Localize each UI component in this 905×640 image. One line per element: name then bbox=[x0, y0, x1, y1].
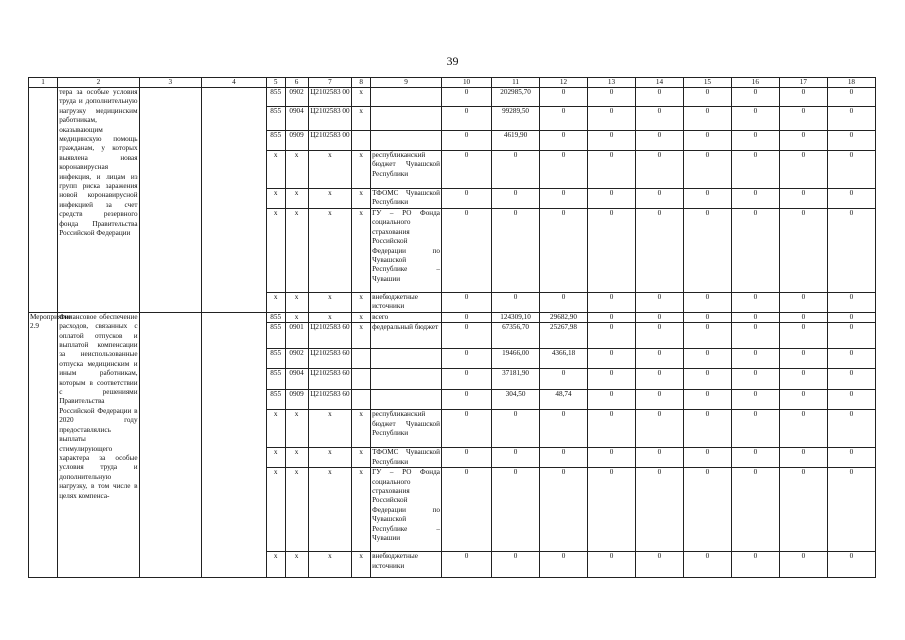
value-cell: 0 bbox=[827, 107, 875, 131]
value-cell: 0 bbox=[731, 293, 779, 313]
value-cell: 0 bbox=[588, 349, 636, 369]
value-cell: 4366,18 bbox=[540, 349, 588, 369]
header-cell: 5 bbox=[266, 78, 285, 88]
value-cell: 0 bbox=[635, 349, 683, 369]
value-cell: 0 bbox=[731, 369, 779, 390]
c6-cell: х bbox=[285, 552, 308, 578]
value-cell: 0 bbox=[827, 312, 875, 322]
value-cell: 0 bbox=[731, 390, 779, 410]
value-cell: 0 bbox=[827, 151, 875, 189]
value-cell: 29682,90 bbox=[540, 312, 588, 322]
col3-cell bbox=[139, 88, 202, 313]
value-cell: 0 bbox=[827, 323, 875, 349]
value-cell: 0 bbox=[731, 312, 779, 322]
value-cell: 0 bbox=[442, 390, 492, 410]
value-cell: 0 bbox=[540, 189, 588, 209]
value-cell: 0 bbox=[588, 88, 636, 107]
value-cell: 0 bbox=[442, 131, 492, 151]
value-cell: 0 bbox=[442, 293, 492, 313]
value-cell: 0 bbox=[635, 131, 683, 151]
value-cell: 0 bbox=[683, 151, 731, 189]
c7-cell: х bbox=[308, 468, 352, 552]
c5-cell: х bbox=[266, 448, 285, 468]
source-cell: ГУ – РО Фонда социального страхования Российской Федерации по Чувашской Республике – Чувашии bbox=[371, 209, 442, 293]
header-cell: 4 bbox=[202, 78, 267, 88]
c6-cell: х bbox=[285, 189, 308, 209]
value-cell: 0 bbox=[683, 312, 731, 322]
value-cell: 0 bbox=[731, 151, 779, 189]
value-cell: 0 bbox=[588, 369, 636, 390]
c6-cell: 0902 bbox=[285, 88, 308, 107]
c6-cell: 0909 bbox=[285, 131, 308, 151]
value-cell: 0 bbox=[442, 88, 492, 107]
c8-cell: х bbox=[352, 293, 371, 313]
value-cell: 25267,98 bbox=[540, 323, 588, 349]
c8-cell: х bbox=[352, 189, 371, 209]
header-row bbox=[29, 78, 876, 88]
value-cell: 0 bbox=[588, 189, 636, 209]
value-cell: 0 bbox=[683, 189, 731, 209]
header-cell: 6 bbox=[285, 78, 308, 88]
value-cell: 0 bbox=[731, 189, 779, 209]
c6-cell: х bbox=[285, 293, 308, 313]
value-cell: 0 bbox=[492, 189, 540, 209]
value-cell: 0 bbox=[492, 151, 540, 189]
table-row bbox=[29, 312, 876, 322]
header-cell: 17 bbox=[779, 78, 827, 88]
source-cell: внебюджетные источники bbox=[371, 293, 442, 313]
col4-cell bbox=[202, 88, 267, 313]
value-cell: 0 bbox=[635, 323, 683, 349]
source-cell bbox=[371, 390, 442, 410]
value-cell: 0 bbox=[588, 468, 636, 552]
value-cell: 0 bbox=[540, 88, 588, 107]
value-cell: 0 bbox=[779, 107, 827, 131]
source-cell bbox=[371, 131, 442, 151]
value-cell: 0 bbox=[588, 448, 636, 468]
c8-cell: х bbox=[352, 468, 371, 552]
value-cell: 0 bbox=[588, 552, 636, 578]
value-cell: 0 bbox=[540, 468, 588, 552]
source-cell: ТФОМС Чувашской Республики bbox=[371, 189, 442, 209]
value-cell: 0 bbox=[779, 151, 827, 189]
source-cell: ГУ – РО Фонда социального страхования Российской Федерации по Чувашской Республике – Чувашии bbox=[371, 468, 442, 552]
value-cell: 0 bbox=[442, 189, 492, 209]
value-cell: 0 bbox=[442, 552, 492, 578]
header-cell: 9 bbox=[371, 78, 442, 88]
value-cell: 0 bbox=[442, 312, 492, 322]
header-cell: 10 bbox=[442, 78, 492, 88]
header-cell: 16 bbox=[731, 78, 779, 88]
value-cell: 37181,90 bbox=[492, 369, 540, 390]
c5-cell: 855 bbox=[266, 349, 285, 369]
source-cell: федеральный бюджет bbox=[371, 323, 442, 349]
c8-cell: х bbox=[352, 88, 371, 107]
c7-cell: Ц2102583 00 bbox=[308, 88, 352, 107]
value-cell: 0 bbox=[683, 323, 731, 349]
value-cell: 0 bbox=[540, 410, 588, 448]
value-cell: 0 bbox=[683, 552, 731, 578]
value-cell: 0 bbox=[442, 369, 492, 390]
status-cell: Мероприятие 2.9 bbox=[29, 312, 58, 577]
value-cell: 0 bbox=[683, 209, 731, 293]
value-cell: 0 bbox=[683, 390, 731, 410]
c5-cell: 855 bbox=[266, 312, 285, 322]
budget-table bbox=[28, 77, 876, 578]
c8-cell bbox=[352, 349, 371, 369]
c8-cell bbox=[352, 390, 371, 410]
header-cell: 11 bbox=[492, 78, 540, 88]
value-cell: 0 bbox=[635, 468, 683, 552]
source-cell: республиканский бюджет Чувашской Республики bbox=[371, 410, 442, 448]
value-cell: 0 bbox=[492, 448, 540, 468]
header-cell: 13 bbox=[588, 78, 636, 88]
c5-cell: х bbox=[266, 552, 285, 578]
source-cell bbox=[371, 349, 442, 369]
value-cell: 0 bbox=[442, 448, 492, 468]
value-cell: 0 bbox=[827, 390, 875, 410]
header-cell: 15 bbox=[683, 78, 731, 88]
value-cell: 67356,70 bbox=[492, 323, 540, 349]
c8-cell: х bbox=[352, 448, 371, 468]
c7-cell: х bbox=[308, 189, 352, 209]
header-cell: 8 bbox=[352, 78, 371, 88]
value-cell: 0 bbox=[588, 312, 636, 322]
value-cell: 0 bbox=[588, 293, 636, 313]
value-cell: 0 bbox=[540, 448, 588, 468]
value-cell: 0 bbox=[683, 369, 731, 390]
c5-cell: 855 bbox=[266, 107, 285, 131]
header-cell: 1 bbox=[29, 78, 58, 88]
value-cell: 0 bbox=[492, 552, 540, 578]
c6-cell: 0904 bbox=[285, 107, 308, 131]
value-cell: 0 bbox=[635, 390, 683, 410]
value-cell: 4619,90 bbox=[492, 131, 540, 151]
value-cell: 0 bbox=[731, 107, 779, 131]
value-cell: 124309,10 bbox=[492, 312, 540, 322]
c5-cell: х bbox=[266, 209, 285, 293]
value-cell: 304,50 bbox=[492, 390, 540, 410]
value-cell: 0 bbox=[442, 151, 492, 189]
value-cell: 0 bbox=[827, 468, 875, 552]
value-cell: 0 bbox=[635, 369, 683, 390]
value-cell: 0 bbox=[635, 107, 683, 131]
value-cell: 0 bbox=[827, 293, 875, 313]
value-cell: 0 bbox=[540, 131, 588, 151]
value-cell: 0 bbox=[540, 293, 588, 313]
c7-cell: х bbox=[308, 312, 352, 322]
value-cell: 0 bbox=[442, 349, 492, 369]
value-cell: 0 bbox=[588, 107, 636, 131]
c6-cell: 0902 bbox=[285, 349, 308, 369]
value-cell: 0 bbox=[442, 107, 492, 131]
value-cell: 0 bbox=[827, 131, 875, 151]
header-cell: 14 bbox=[635, 78, 683, 88]
value-cell: 0 bbox=[588, 151, 636, 189]
c5-cell: 855 bbox=[266, 369, 285, 390]
c8-cell bbox=[352, 131, 371, 151]
value-cell: 0 bbox=[683, 448, 731, 468]
col4-cell bbox=[202, 312, 267, 577]
value-cell: 0 bbox=[827, 552, 875, 578]
value-cell: 0 bbox=[779, 390, 827, 410]
value-cell: 0 bbox=[731, 209, 779, 293]
c5-cell: 855 bbox=[266, 131, 285, 151]
source-cell: республиканский бюджет Чувашской Республики bbox=[371, 151, 442, 189]
c7-cell: х bbox=[308, 552, 352, 578]
value-cell: 0 bbox=[731, 323, 779, 349]
c5-cell: х bbox=[266, 410, 285, 448]
value-cell: 0 bbox=[779, 312, 827, 322]
value-cell: 0 bbox=[683, 88, 731, 107]
value-cell: 0 bbox=[779, 209, 827, 293]
c7-cell: Ц2102583 00 bbox=[308, 131, 352, 151]
value-cell: 0 bbox=[540, 209, 588, 293]
value-cell: 0 bbox=[827, 189, 875, 209]
value-cell: 19466,00 bbox=[492, 349, 540, 369]
value-cell: 0 bbox=[540, 151, 588, 189]
value-cell: 0 bbox=[731, 552, 779, 578]
value-cell: 0 bbox=[635, 552, 683, 578]
value-cell: 0 bbox=[779, 293, 827, 313]
value-cell: 0 bbox=[635, 448, 683, 468]
page-number: 39 bbox=[446, 54, 459, 68]
value-cell: 48,74 bbox=[540, 390, 588, 410]
value-cell: 0 bbox=[731, 448, 779, 468]
c6-cell: х bbox=[285, 209, 308, 293]
value-cell: 0 bbox=[683, 131, 731, 151]
value-cell: 0 bbox=[779, 349, 827, 369]
value-cell: 0 bbox=[731, 410, 779, 448]
header-cell: 2 bbox=[58, 78, 139, 88]
value-cell: 0 bbox=[827, 369, 875, 390]
value-cell: 0 bbox=[635, 293, 683, 313]
source-cell: внебюджетные источники bbox=[371, 552, 442, 578]
header-cell: 7 bbox=[308, 78, 352, 88]
c6-cell: х bbox=[285, 448, 308, 468]
value-cell: 0 bbox=[492, 468, 540, 552]
c6-cell: 0901 bbox=[285, 323, 308, 349]
value-cell: 0 bbox=[442, 410, 492, 448]
value-cell: 0 bbox=[779, 323, 827, 349]
value-cell: 0 bbox=[635, 312, 683, 322]
value-cell: 0 bbox=[492, 209, 540, 293]
c6-cell: 0904 bbox=[285, 369, 308, 390]
value-cell: 0 bbox=[635, 88, 683, 107]
value-cell: 0 bbox=[827, 88, 875, 107]
value-cell: 0 bbox=[731, 88, 779, 107]
value-cell: 0 bbox=[540, 552, 588, 578]
value-cell: 0 bbox=[635, 209, 683, 293]
value-cell: 0 bbox=[492, 410, 540, 448]
c8-cell: х bbox=[352, 410, 371, 448]
c8-cell: х bbox=[352, 209, 371, 293]
c5-cell: х bbox=[266, 468, 285, 552]
c7-cell: х bbox=[308, 410, 352, 448]
c8-cell: х bbox=[352, 107, 371, 131]
source-cell bbox=[371, 88, 442, 107]
value-cell: 0 bbox=[731, 131, 779, 151]
header-cell: 3 bbox=[139, 78, 202, 88]
table-row bbox=[29, 88, 876, 107]
header-cell: 12 bbox=[540, 78, 588, 88]
c7-cell: Ц2102583 00 bbox=[308, 107, 352, 131]
value-cell: 0 bbox=[779, 369, 827, 390]
c7-cell: х bbox=[308, 293, 352, 313]
value-cell: 0 bbox=[779, 131, 827, 151]
source-cell bbox=[371, 369, 442, 390]
value-cell: 0 bbox=[779, 410, 827, 448]
c7-cell: х bbox=[308, 151, 352, 189]
value-cell: 0 bbox=[731, 349, 779, 369]
value-cell: 0 bbox=[683, 293, 731, 313]
value-cell: 0 bbox=[827, 448, 875, 468]
c7-cell: Ц2102583 60 bbox=[308, 390, 352, 410]
c6-cell: х bbox=[285, 312, 308, 322]
c6-cell: х bbox=[285, 410, 308, 448]
value-cell: 0 bbox=[779, 448, 827, 468]
value-cell: 0 bbox=[540, 369, 588, 390]
c8-cell: х bbox=[352, 552, 371, 578]
col3-cell bbox=[139, 312, 202, 577]
value-cell: 0 bbox=[731, 468, 779, 552]
c7-cell: Ц2102583 60 bbox=[308, 323, 352, 349]
value-cell: 0 bbox=[635, 189, 683, 209]
value-cell: 0 bbox=[442, 209, 492, 293]
value-cell: 0 bbox=[779, 189, 827, 209]
value-cell: 0 bbox=[588, 209, 636, 293]
c5-cell: х bbox=[266, 151, 285, 189]
value-cell: 202985,70 bbox=[492, 88, 540, 107]
c7-cell: х bbox=[308, 209, 352, 293]
c5-cell: х bbox=[266, 189, 285, 209]
c5-cell: х bbox=[266, 293, 285, 313]
value-cell: 0 bbox=[588, 323, 636, 349]
value-cell: 0 bbox=[683, 107, 731, 131]
c6-cell: х bbox=[285, 151, 308, 189]
description-cell: Финансовое обеспечение расходов, связанных с оплатой отпусков и выплатой компенсации за неиспользованные отпуска медицинским и иным работникам, которым в соответствии с решениями Правительства Российской Федерации в 2020 году предоставлялись выплаты стимулирующего характера за особые условия труда и дополнительную нагрузку, в том числе в целях компенса- bbox=[58, 312, 139, 577]
description-cell: тера за особые условия труда и дополнительную нагрузку медицинским работникам, оказывающим медицинскую помощь гражданам, у которых выявлена новая коронавирусная инфекция, и лицам из групп риска заражения новой коронавирусной инфекцией за счет средств резервного фонда Правительства Российской Федерации bbox=[58, 88, 139, 313]
value-cell: 0 bbox=[779, 552, 827, 578]
c8-cell bbox=[352, 369, 371, 390]
value-cell: 0 bbox=[827, 410, 875, 448]
source-cell: всего bbox=[371, 312, 442, 322]
c7-cell: Ц2102583 60 bbox=[308, 369, 352, 390]
value-cell: 0 bbox=[635, 410, 683, 448]
value-cell: 0 bbox=[540, 107, 588, 131]
c8-cell: х bbox=[352, 323, 371, 349]
value-cell: 0 bbox=[827, 209, 875, 293]
value-cell: 0 bbox=[683, 468, 731, 552]
c7-cell: Ц2102583 60 bbox=[308, 349, 352, 369]
value-cell: 0 bbox=[442, 468, 492, 552]
value-cell: 0 bbox=[779, 468, 827, 552]
value-cell: 0 bbox=[779, 88, 827, 107]
source-cell bbox=[371, 107, 442, 131]
c7-cell: х bbox=[308, 448, 352, 468]
value-cell: 0 bbox=[588, 410, 636, 448]
c8-cell: х bbox=[352, 151, 371, 189]
value-cell: 0 bbox=[588, 131, 636, 151]
source-cell: ТФОМС Чувашской Республики bbox=[371, 448, 442, 468]
value-cell: 0 bbox=[683, 410, 731, 448]
value-cell: 99289,50 bbox=[492, 107, 540, 131]
value-cell: 0 bbox=[827, 349, 875, 369]
value-cell: 0 bbox=[442, 323, 492, 349]
value-cell: 0 bbox=[683, 349, 731, 369]
c6-cell: х bbox=[285, 468, 308, 552]
value-cell: 0 bbox=[635, 151, 683, 189]
c5-cell: 855 bbox=[266, 88, 285, 107]
c5-cell: 855 bbox=[266, 323, 285, 349]
value-cell: 0 bbox=[492, 293, 540, 313]
status-cell bbox=[29, 88, 58, 313]
value-cell: 0 bbox=[588, 390, 636, 410]
header-cell: 18 bbox=[827, 78, 875, 88]
c8-cell: х bbox=[352, 312, 371, 322]
c5-cell: 855 bbox=[266, 390, 285, 410]
c6-cell: 0909 bbox=[285, 390, 308, 410]
